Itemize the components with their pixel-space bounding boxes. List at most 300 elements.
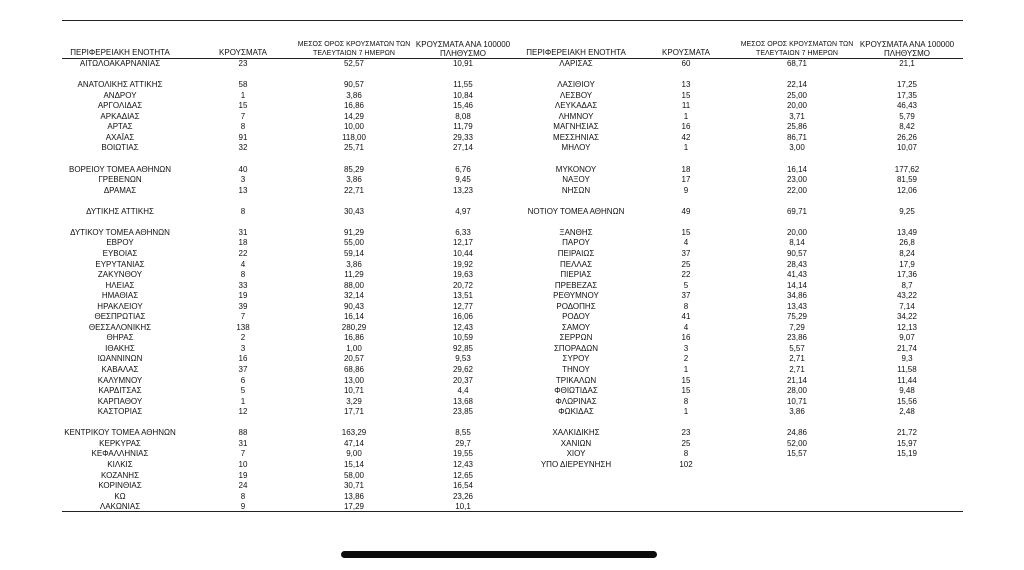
right-per-100k-cell: 81,59 (896, 175, 918, 185)
left-unit-name-cell: ΚΕΝΤΡΙΚΟΥ ΤΟΜΕΑ ΑΘΗΝΩΝ (64, 428, 176, 438)
left-unit-name-cell: ΚΑΒΑΛΑΣ (101, 365, 139, 374)
left-avg-7day-cell: 55,00 (343, 238, 365, 248)
left-unit-name-cell: ΔΡΑΜΑΣ (103, 185, 137, 195)
right-unit-name-cell: ΡΟΔΟΠΗΣ (556, 301, 596, 311)
left-unit-name-cell: ΙΘΑΚΗΣ (105, 343, 135, 353)
right-unit-name-cell: ΛΑΡΙΣΑΣ (559, 59, 593, 68)
right-unit-name-cell: ΠΕΛΛΑΣ (559, 259, 593, 269)
left-unit-name-cell: ΓΡΕΒΕΝΩΝ (98, 175, 142, 185)
left-per-100k-cell: 27,14 (452, 143, 474, 153)
left-per-100k-cell: 13,68 (452, 396, 474, 406)
right-per-100k-cell: 21,74 (896, 343, 918, 353)
right-avg-7day-cell: 25,86 (786, 122, 808, 132)
right-per-100k-cell: 15,97 (896, 438, 918, 448)
left-unit-name-cell: ΚΑΣΤΟΡΙΑΣ (97, 407, 143, 417)
left-cases-cell: 32 (238, 143, 248, 153)
right-avg-7day-cell: 14,14 (786, 280, 808, 290)
right-header-avg-line2: ΤΕΛΕΥΤΑΙΩΝ 7 ΗΜΕΡΩΝ (756, 50, 838, 57)
left-avg-7day-cell: 20,57 (343, 354, 365, 364)
right-avg-7day-cell: 75,29 (786, 312, 808, 322)
right-avg-7day-cell: 68,71 (786, 59, 808, 68)
left-cases-cell: 3 (240, 343, 246, 353)
right-cases-cell: 2 (683, 354, 689, 364)
left-per-100k-cell: 12,17 (452, 238, 474, 248)
right-avg-7day-cell: 69,71 (786, 206, 808, 216)
left-per-100k-cell: 12,43 (452, 459, 474, 469)
right-cases-cell: 37 (681, 248, 691, 258)
left-unit-name-cell: ΔΥΤΙΚΗΣ ΑΤΤΙΚΗΣ (86, 206, 154, 216)
left-per-100k-cell: 8,08 (455, 111, 471, 121)
left-unit-name-cell: ΔΥΤΙΚΟΥ ΤΟΜΕΑ ΑΘΗΝΩΝ (70, 227, 170, 237)
right-per-100k-cell: 17,9 (899, 259, 915, 269)
left-cases-cell: 19 (238, 470, 248, 480)
right-avg-7day-cell: 28,00 (786, 386, 808, 396)
right-cases-cell: 1 (683, 111, 689, 121)
left-avg-7day-cell: 88,00 (343, 280, 365, 290)
left-per-100k-cell: 9,45 (455, 175, 471, 185)
right-per-100k-cell: 8,42 (899, 122, 915, 132)
left-per-100k-cell: 6,33 (455, 227, 471, 237)
left-cases-cell: 138 (236, 322, 250, 332)
left-avg-7day-cell: 30,71 (343, 481, 365, 490)
right-per-100k-cell: 15,56 (896, 396, 918, 406)
left-avg-7day-cell: 3,29 (346, 396, 362, 406)
left-avg-7day-cell: 59,14 (343, 248, 365, 258)
right-cases-cell: 18 (681, 164, 691, 174)
left-avg-7day-cell: 85,29 (343, 164, 365, 174)
left-per-100k-cell: 29,7 (455, 438, 471, 448)
left-per-100k-cell: 23,85 (452, 407, 474, 417)
left-cases-cell: 22 (238, 248, 248, 258)
left-cases-cell: 7 (240, 312, 246, 322)
right-unit-name-cell: ΜΥΚΟΝΟΥ (555, 164, 597, 174)
left-avg-7day-cell: 52,57 (343, 59, 365, 68)
right-avg-7day-cell: 34,86 (786, 291, 808, 301)
left-cases-cell: 15 (238, 101, 248, 111)
left-avg-7day-cell: 32,14 (343, 291, 365, 301)
right-per-100k-cell: 21,72 (896, 428, 918, 438)
right-per-100k-cell: 9,25 (899, 206, 915, 216)
right-per-100k-cell: 43,22 (896, 291, 918, 301)
left-per-100k-cell: 10,1 (455, 502, 471, 512)
left-avg-7day-cell: 3,86 (346, 175, 362, 185)
right-cases-cell: 41 (681, 312, 691, 322)
left-per-100k-cell: 10,59 (452, 333, 474, 343)
right-cases-cell: 1 (683, 143, 689, 153)
right-cases-cell: 8 (683, 449, 689, 459)
right-cases-cell: 102 (679, 459, 693, 469)
left-per-100k-cell: 10,84 (452, 90, 474, 100)
left-cases-cell: 31 (238, 227, 248, 237)
left-cases-cell: 8 (240, 122, 246, 132)
left-avg-7day-cell: 58,00 (343, 470, 365, 480)
right-per-100k-cell: 13,49 (896, 227, 918, 237)
left-cases-cell: 8 (240, 270, 246, 279)
right-avg-7day-cell: 3,71 (789, 111, 805, 121)
right-per-100k-cell: 46,43 (896, 101, 918, 111)
right-avg-7day-cell: 52,00 (786, 438, 808, 448)
left-unit-name-cell: ΗΡΑΚΛΕΙΟΥ (97, 301, 143, 311)
right-avg-7day-cell: 3,00 (789, 143, 805, 153)
left-per-100k-cell: 29,33 (452, 132, 474, 142)
left-cases-cell: 16 (238, 354, 248, 364)
right-avg-7day-cell: 24,86 (786, 428, 808, 438)
right-cases-cell: 1 (683, 407, 689, 417)
left-cases-cell: 10 (238, 459, 248, 469)
left-per-100k-cell: 8,55 (455, 428, 471, 438)
left-unit-name-cell: ΚΩ (114, 491, 126, 501)
left-unit-name-cell: ΑΙΤΩΛΟΑΚΑΡΝΑΝΙΑΣ (79, 59, 161, 68)
right-avg-7day-cell: 86,71 (786, 132, 808, 142)
right-unit-name-cell: ΦΩΚΙΔΑΣ (558, 407, 594, 417)
left-unit-name-cell: ΛΑΚΩΝΙΑΣ (99, 502, 141, 512)
left-avg-7day-cell: 3,86 (346, 90, 362, 100)
right-cases-cell: 1 (683, 365, 689, 374)
right-cases-cell: 3 (683, 343, 689, 353)
right-avg-7day-cell: 41,43 (786, 270, 808, 279)
right-avg-7day-cell: 2,71 (789, 365, 805, 374)
left-avg-7day-cell: 10,00 (343, 122, 365, 132)
left-header-unit: ΠΕΡΙΦΕΡΕΙΑΚΗ ΕΝΟΤΗΤΑ (70, 48, 170, 57)
right-avg-7day-cell: 2,71 (789, 354, 805, 364)
left-cases-cell: 58 (238, 80, 248, 90)
right-avg-7day-cell: 16,14 (786, 164, 808, 174)
right-cases-cell: 15 (681, 375, 691, 385)
right-avg-7day-cell: 20,00 (786, 101, 808, 111)
right-per-100k-cell: 34,22 (896, 312, 918, 322)
home-indicator-bar[interactable] (341, 551, 657, 558)
left-cases-cell: 37 (238, 365, 248, 374)
left-avg-7day-cell: 90,57 (343, 80, 365, 90)
left-avg-7day-cell: 11,29 (344, 270, 364, 279)
right-cases-cell: 16 (681, 333, 691, 343)
right-unit-name-cell: ΣΥΡΟΥ (562, 354, 590, 364)
right-avg-7day-cell: 20,00 (786, 227, 808, 237)
left-per-100k-cell: 13,23 (452, 185, 474, 195)
left-cases-cell: 33 (238, 280, 248, 290)
right-avg-7day-cell: 8,14 (789, 238, 805, 248)
left-unit-name-cell: ΗΛΕΙΑΣ (105, 280, 135, 290)
right-avg-7day-cell: 23,00 (786, 175, 808, 185)
left-unit-name-cell: ΑΧΑΪΑΣ (105, 132, 135, 142)
top-rule (62, 20, 963, 21)
left-avg-7day-cell: 13,00 (343, 375, 365, 385)
left-per-100k-cell: 29,62 (452, 365, 474, 374)
left-avg-7day-cell: 16,86 (343, 101, 365, 111)
right-cases-cell: 11 (681, 101, 691, 111)
left-cases-cell: 9 (240, 502, 246, 512)
left-cases-cell: 13 (238, 185, 248, 195)
left-per-100k-cell: 10,44 (452, 248, 474, 258)
right-avg-7day-cell: 21,14 (786, 375, 808, 385)
left-unit-name-cell: ΚΑΡΔΙΤΣΑΣ (98, 386, 142, 396)
left-avg-7day-cell: 47,14 (343, 438, 365, 448)
left-cases-cell: 1 (240, 396, 246, 406)
left-unit-name-cell: ΑΡΤΑΣ (107, 122, 133, 132)
right-avg-7day-cell: 23,86 (786, 333, 808, 343)
right-unit-name-cell: ΧΙΟΥ (566, 449, 586, 459)
right-unit-name-cell: ΠΙΕΡΙΑΣ (560, 270, 592, 279)
left-per-100k-cell: 16,06 (452, 312, 474, 322)
right-header-unit: ΠΕΡΙΦΕΡΕΙΑΚΗ ΕΝΟΤΗΤΑ (526, 48, 626, 57)
left-unit-name-cell: ΕΥΡΥΤΑΝΙΑΣ (95, 259, 145, 269)
left-unit-name-cell: ΚΟΖΑΝΗΣ (100, 470, 140, 480)
right-avg-7day-cell: 7,29 (789, 322, 805, 332)
right-avg-7day-cell: 5,57 (789, 343, 805, 353)
left-per-100k-cell: 6,76 (455, 164, 471, 174)
left-avg-7day-cell: 14,29 (343, 111, 365, 121)
left-unit-name-cell: ΚΟΡΙΝΘΙΑΣ (98, 481, 142, 490)
right-per-100k-cell: 17,35 (896, 90, 918, 100)
left-unit-name-cell: ΕΥΒΟΙΑΣ (102, 248, 138, 258)
right-per-100k-cell: 9,07 (899, 333, 915, 343)
right-avg-7day-cell: 28,43 (786, 259, 808, 269)
left-cases-cell: 19 (238, 291, 248, 301)
left-avg-7day-cell: 17,71 (343, 407, 365, 417)
right-per-100k-cell: 2,48 (899, 407, 915, 417)
right-unit-name-cell: ΠΑΡΟΥ (562, 238, 590, 248)
right-unit-name-cell: ΦΘΙΩΤΙΔΑΣ (554, 386, 598, 396)
right-unit-name-cell: ΜΗΛΟΥ (561, 143, 591, 153)
right-header-per100k-line1: ΚΡΟΥΣΜΑΤΑ ΑΝΑ 100000 (859, 40, 955, 49)
left-avg-7day-cell: 68,86 (343, 365, 365, 374)
left-header-per100k-line1: ΚΡΟΥΣΜΑΤΑ ΑΝΑ 100000 (415, 40, 511, 49)
right-cases-cell: 22 (681, 270, 691, 279)
left-avg-7day-cell: 17,29 (343, 502, 365, 512)
left-cases-cell: 91 (238, 132, 248, 142)
left-per-100k-cell: 19,92 (452, 259, 474, 269)
right-per-100k-cell: 7,14 (899, 301, 915, 311)
left-cases-cell: 8 (240, 491, 246, 501)
right-per-100k-cell: 10,07 (896, 143, 918, 153)
left-header-cases: ΚΡΟΥΣΜΑΤΑ (219, 48, 267, 57)
left-cases-cell: 8 (240, 206, 246, 216)
left-unit-name-cell: ΖΑΚΥΝΘΟΥ (97, 270, 143, 279)
right-cases-cell: 4 (683, 322, 689, 332)
left-unit-name-cell: ΚΕΡΚΥΡΑΣ (99, 438, 141, 448)
right-unit-name-cell: ΛΑΣΙΘΙΟΥ (557, 80, 595, 90)
right-cases-cell: 17 (681, 175, 691, 185)
left-cases-cell: 1 (240, 90, 246, 100)
right-per-100k-cell: 9,48 (899, 386, 915, 396)
right-per-100k-cell: 5,79 (899, 111, 915, 121)
right-cases-cell: 25 (681, 438, 691, 448)
right-cases-cell: 9 (683, 185, 689, 195)
right-unit-name-cell: ΧΑΛΚΙΔΙΚΗΣ (552, 428, 600, 438)
left-per-100k-cell: 13,51 (452, 291, 474, 301)
left-per-100k-cell: 15,46 (452, 101, 474, 111)
right-per-100k-cell: 26,8 (899, 238, 915, 248)
left-unit-name-cell: ΚΑΡΠΑΘΟΥ (97, 396, 143, 406)
right-unit-name-cell: ΡΟΔΟΥ (562, 312, 590, 322)
right-cases-cell: 5 (683, 280, 689, 290)
left-cases-cell: 12 (238, 407, 248, 417)
left-cases-cell: 24 (238, 481, 248, 490)
right-header-per100k-line2: ΠΛΗΘΥΣΜΟ (883, 49, 931, 58)
right-per-100k-cell: 21,1 (899, 59, 915, 68)
right-cases-cell: 60 (681, 59, 691, 68)
left-avg-7day-cell: 280,29 (341, 322, 367, 332)
left-per-100k-cell: 9,53 (455, 354, 471, 364)
right-unit-name-cell: ΜΑΓΝΗΣΙΑΣ (553, 122, 599, 132)
right-unit-name-cell: ΣΠΟΡΑΔΩΝ (553, 343, 599, 353)
right-avg-7day-cell: 15,57 (786, 449, 808, 459)
left-per-100k-cell: 19,63 (452, 270, 474, 279)
header-rule (62, 58, 963, 59)
left-avg-7day-cell: 91,29 (343, 227, 365, 237)
right-per-100k-cell: 17,36 (896, 270, 918, 279)
left-unit-name-cell: ΚΕΦΑΛΛΗΝΙΑΣ (91, 449, 149, 459)
right-unit-name-cell: ΡΕΘΥΜΝΟΥ (553, 291, 599, 301)
right-avg-7day-cell: 25,00 (786, 90, 808, 100)
right-per-100k-cell: 177,62 (894, 164, 920, 174)
right-per-100k-cell: 15,19 (896, 449, 918, 459)
right-per-100k-cell: 9,3 (901, 354, 913, 364)
right-cases-cell: 15 (681, 90, 691, 100)
left-unit-name-cell: ΑΝΑΤΟΛΙΚΗΣ ΑΤΤΙΚΗΣ (77, 80, 163, 90)
left-cases-cell: 88 (238, 428, 248, 438)
left-per-100k-cell: 10,91 (452, 59, 474, 68)
left-unit-name-cell: ΚΑΛΥΜΝΟΥ (97, 375, 143, 385)
left-cases-cell: 7 (240, 449, 246, 459)
right-per-100k-cell: 26,26 (896, 132, 918, 142)
right-per-100k-cell: 8,24 (899, 248, 915, 258)
right-avg-7day-cell: 22,00 (786, 185, 808, 195)
right-unit-name-cell: ΥΠΟ ΔΙΕΡΕΥΝΗΣΗ (540, 459, 612, 469)
right-avg-7day-cell: 90,57 (786, 248, 808, 258)
left-cases-cell: 6 (240, 375, 246, 385)
left-cases-cell: 40 (238, 164, 248, 174)
right-cases-cell: 8 (683, 301, 689, 311)
right-avg-7day-cell: 3,86 (789, 407, 805, 417)
right-per-100k-cell: 12,13 (896, 322, 918, 332)
left-per-100k-cell: 12,65 (452, 470, 474, 480)
left-per-100k-cell: 16,54 (452, 481, 474, 490)
right-header-cases: ΚΡΟΥΣΜΑΤΑ (662, 48, 710, 57)
left-unit-name-cell: ΒΟΙΩΤΙΑΣ (101, 143, 139, 153)
left-per-100k-cell: 12,43 (452, 322, 474, 332)
right-per-100k-cell: 12,06 (896, 185, 918, 195)
left-cases-cell: 7 (240, 111, 246, 121)
left-header-avg-line2: ΤΕΛΕΥΤΑΙΩΝ 7 ΗΜΕΡΩΝ (313, 50, 395, 57)
right-unit-name-cell: ΝΟΤΙΟΥ ΤΟΜΕΑ ΑΘΗΝΩΝ (527, 206, 625, 216)
right-unit-name-cell: ΤΡΙΚΑΛΩΝ (555, 375, 597, 385)
right-unit-name-cell: ΠΡΕΒΕΖΑΣ (554, 280, 598, 290)
right-unit-name-cell: ΣΕΡΡΩΝ (559, 333, 593, 343)
right-unit-name-cell: ΧΑΝΙΩΝ (560, 438, 592, 448)
left-per-100k-cell: 4,97 (455, 206, 471, 216)
left-avg-7day-cell: 16,14 (343, 312, 365, 322)
right-per-100k-cell: 8,7 (901, 280, 913, 290)
left-avg-7day-cell: 118,00 (342, 132, 366, 142)
left-avg-7day-cell: 1,00 (346, 343, 362, 353)
left-per-100k-cell: 23,26 (452, 491, 474, 501)
left-per-100k-cell: 11,55 (453, 80, 473, 90)
right-cases-cell: 25 (681, 259, 691, 269)
left-header-per100k-line2: ΠΛΗΘΥΣΜΟ (439, 49, 487, 58)
right-cases-cell: 15 (681, 386, 691, 396)
right-cases-cell: 16 (681, 122, 691, 132)
right-cases-cell: 15 (681, 227, 691, 237)
right-unit-name-cell: ΛΕΣΒΟΥ (559, 90, 593, 100)
left-unit-name-cell: ΑΡΓΟΛΙΔΑΣ (97, 101, 143, 111)
left-unit-name-cell: ΒΟΡΕΙΟΥ ΤΟΜΕΑ ΑΘΗΝΩΝ (68, 164, 172, 174)
left-cases-cell: 3 (240, 175, 246, 185)
left-per-100k-cell: 4,4 (457, 386, 469, 396)
right-avg-7day-cell: 10,71 (786, 396, 808, 406)
right-avg-7day-cell: 22,14 (786, 80, 808, 90)
left-cases-cell: 23 (238, 59, 248, 68)
left-per-100k-cell: 92,85 (452, 343, 474, 353)
right-unit-name-cell: ΠΕΙΡΑΙΩΣ (557, 248, 595, 258)
left-avg-7day-cell: 13,86 (343, 491, 365, 501)
left-unit-name-cell: ΘΕΣΠΡΩΤΙΑΣ (94, 312, 146, 322)
left-avg-7day-cell: 15,14 (343, 459, 365, 469)
right-per-100k-cell: 17,25 (896, 80, 918, 90)
right-unit-name-cell: ΛΕΥΚΑΔΑΣ (554, 101, 598, 111)
left-per-100k-cell: 20,37 (452, 375, 474, 385)
left-per-100k-cell: 12,77 (452, 301, 474, 311)
left-avg-7day-cell: 3,86 (346, 259, 362, 269)
left-cases-cell: 2 (240, 333, 246, 343)
right-unit-name-cell: ΝΗΣΩΝ (561, 185, 591, 195)
left-cases-cell: 4 (240, 259, 246, 269)
left-unit-name-cell: ΙΩΑΝΝΙΝΩΝ (97, 354, 143, 364)
left-avg-7day-cell: 16,86 (343, 333, 365, 343)
left-avg-7day-cell: 9,00 (346, 449, 362, 459)
left-cases-cell: 39 (238, 301, 248, 311)
right-cases-cell: 37 (681, 291, 691, 301)
left-header-avg-line1: ΜΕΣΟΣ ΟΡΟΣ ΚΡΟΥΣΜΑΤΩΝ ΤΩΝ (297, 41, 411, 48)
left-avg-7day-cell: 22,71 (343, 185, 365, 195)
right-cases-cell: 8 (683, 396, 689, 406)
left-avg-7day-cell: 30,43 (343, 206, 365, 216)
right-per-100k-cell: 11,58 (897, 365, 917, 374)
right-unit-name-cell: ΛΗΜΝΟΥ (558, 111, 594, 121)
left-unit-name-cell: ΚΙΛΚΙΣ (107, 459, 133, 469)
left-unit-name-cell: ΘΕΣΣΑΛΟΝΙΚΗΣ (88, 322, 152, 332)
left-avg-7day-cell: 163,29 (341, 428, 367, 438)
right-cases-cell: 42 (681, 132, 691, 142)
right-avg-7day-cell: 13,43 (786, 301, 808, 311)
right-cases-cell: 4 (683, 238, 689, 248)
left-unit-name-cell: ΕΒΡΟΥ (106, 238, 134, 248)
right-header-avg-line1: ΜΕΣΟΣ ΟΡΟΣ ΚΡΟΥΣΜΑΤΩΝ ΤΩΝ (740, 41, 854, 48)
left-unit-name-cell: ΑΝΔΡΟΥ (103, 90, 137, 100)
left-unit-name-cell: ΘΗΡΑΣ (106, 333, 134, 343)
right-per-100k-cell: 11,44 (897, 375, 917, 385)
right-unit-name-cell: ΦΛΩΡΙΝΑΣ (555, 396, 597, 406)
right-unit-name-cell: ΤΗΝΟΥ (562, 365, 590, 374)
right-unit-name-cell: ΜΕΣΣΗΝΙΑΣ (553, 132, 599, 142)
bottom-rule (62, 511, 963, 512)
right-cases-cell: 23 (681, 428, 691, 438)
left-cases-cell: 5 (240, 386, 246, 396)
left-per-100k-cell: 20,72 (452, 280, 474, 290)
left-per-100k-cell: 11,79 (453, 122, 473, 132)
right-unit-name-cell: ΞΑΝΘΗΣ (559, 227, 593, 237)
right-cases-cell: 13 (681, 80, 691, 90)
left-unit-name-cell: ΑΡΚΑΔΙΑΣ (100, 111, 140, 121)
left-unit-name-cell: ΗΜΑΘΙΑΣ (101, 291, 139, 301)
left-cases-cell: 31 (238, 438, 248, 448)
left-per-100k-cell: 19,55 (452, 449, 474, 459)
left-avg-7day-cell: 10,71 (343, 386, 365, 396)
left-cases-cell: 18 (238, 238, 248, 248)
left-avg-7day-cell: 90,43 (343, 301, 365, 311)
left-avg-7day-cell: 25,71 (343, 143, 365, 153)
right-unit-name-cell: ΣΑΜΟΥ (561, 322, 591, 332)
